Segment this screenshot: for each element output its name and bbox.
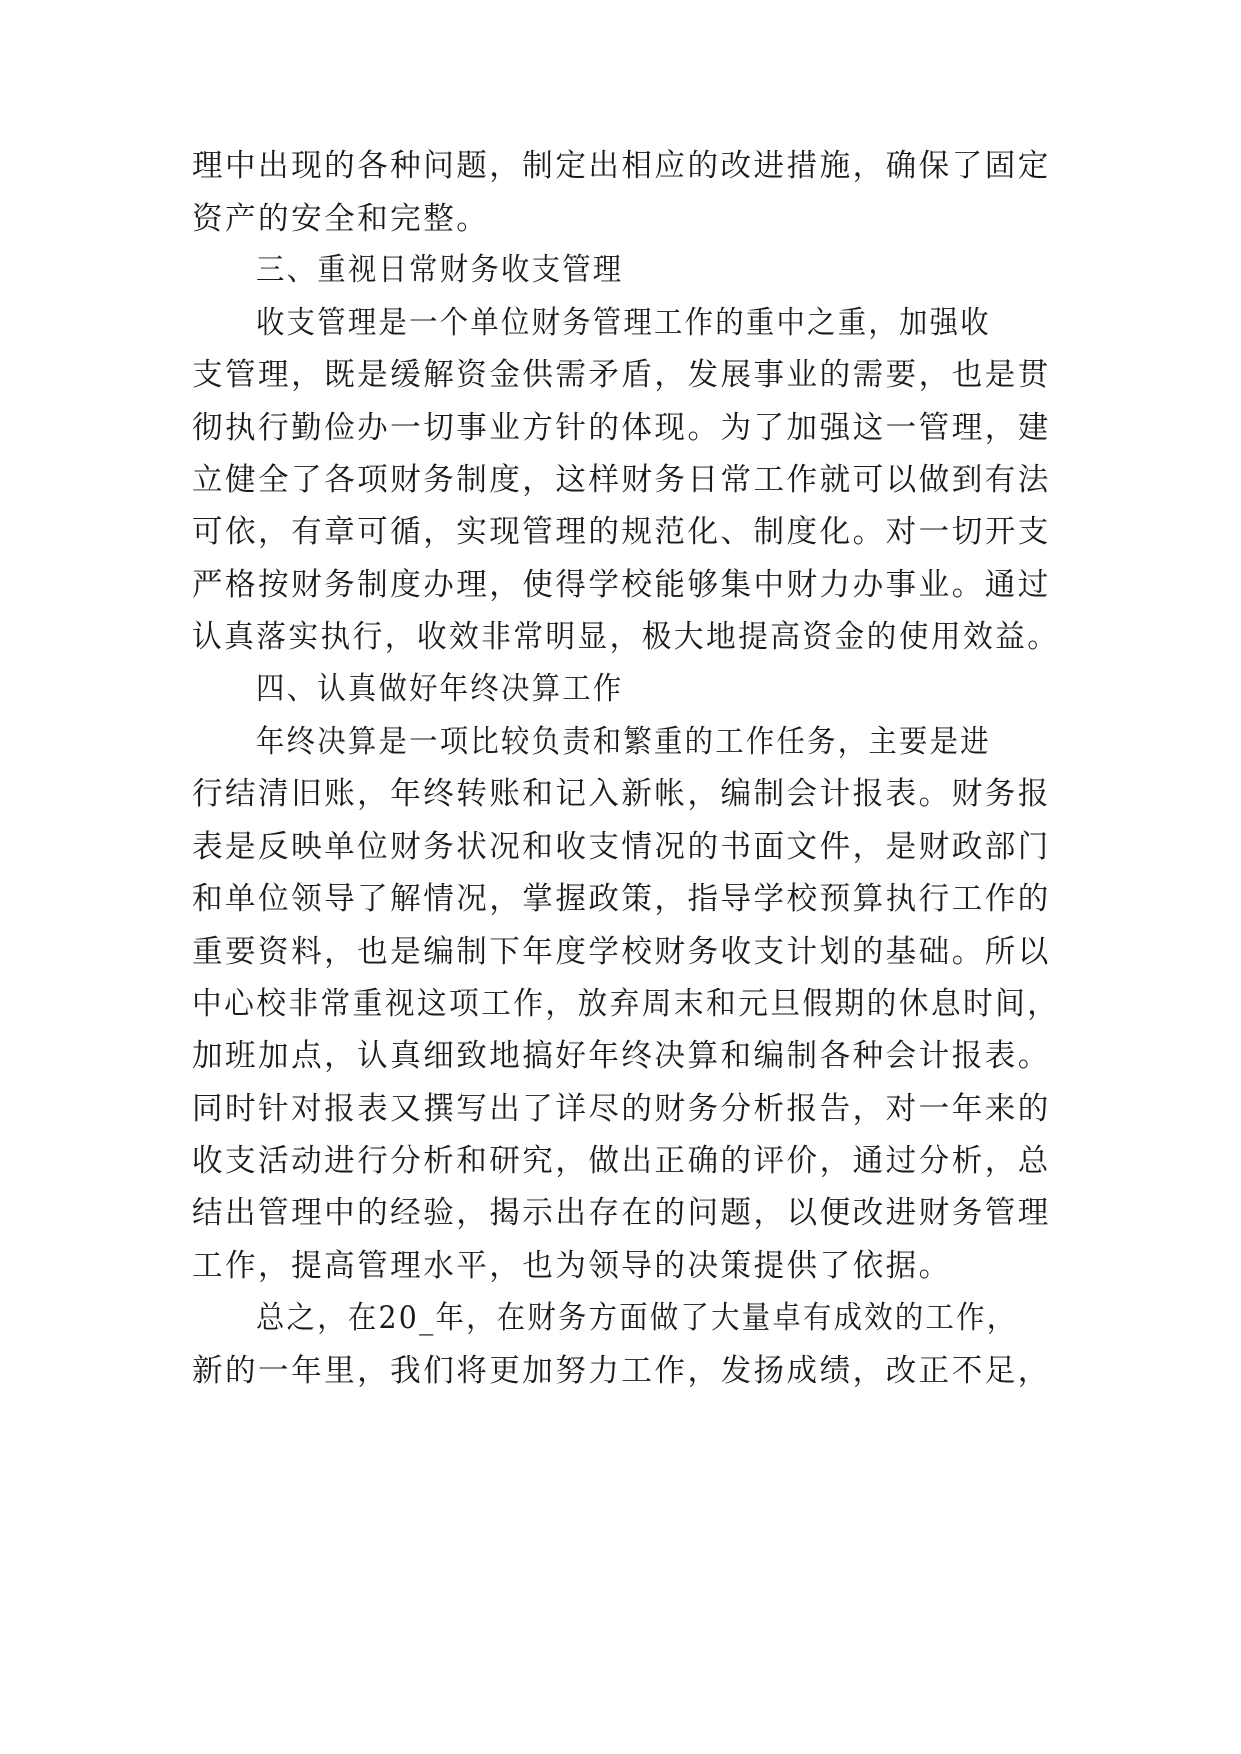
text-line: 重要资料，也是编制下年度学校财务收支计划的基础。所以 bbox=[192, 934, 1051, 970]
text-line: 资产的安全和完整。 bbox=[192, 201, 490, 237]
text-line: 新的一年里，我们将更加努力工作，发扬成绩，改正不足， bbox=[192, 1353, 1051, 1389]
section-heading: 三、重视日常财务收支管理 bbox=[256, 252, 624, 288]
text-line: 立健全了各项财务制度，这样财务日常工作就可以做到有法 bbox=[192, 462, 1051, 498]
section-heading: 四、认真做好年终决算工作 bbox=[256, 671, 624, 707]
text-line: 严格按财务制度办理，使得学校能够集中财力办事业。通过 bbox=[192, 567, 1051, 603]
text-line: 结出管理中的经验，揭示出存在的问题，以便改进财务管理 bbox=[192, 1195, 1051, 1231]
text-line: 同时针对报表又撰写出了详尽的财务分析报告，对一年来的 bbox=[192, 1091, 1051, 1127]
text-line: 收支活动进行分析和研究，做出正确的评价，通过分析，总 bbox=[192, 1143, 1051, 1179]
text-line: 收支管理是一个单位财务管理工作的重中之重，加强收 bbox=[256, 305, 991, 341]
text-line: 支管理，既是缓解资金供需矛盾，发展事业的需要，也是贯 bbox=[192, 357, 1051, 393]
text-line: 彻执行勤俭办一切事业方针的体现。为了加强这一管理，建 bbox=[192, 410, 1051, 446]
text-line: 认真落实执行，收效非常明显，极大地提高资金的使用效益。 bbox=[192, 619, 1060, 655]
text-line: 总之，在20_年，在财务方面做了大量卓有成效的工作， bbox=[256, 1300, 1018, 1336]
text-line: 理中出现的各种问题，制定出相应的改进措施，确保了固定 bbox=[192, 148, 1051, 184]
text-line: 加班加点，认真细致地搞好年终决算和编制各种会计报表。 bbox=[192, 1038, 1051, 1074]
text-line: 表是反映单位财务状况和收支情况的书面文件，是财政部门 bbox=[192, 829, 1051, 865]
text-line: 工作，提高管理水平，也为领导的决策提供了依据。 bbox=[192, 1248, 952, 1284]
text-line: 中心校非常重视这项工作，放弃周末和元旦假期的休息时间， bbox=[192, 986, 1060, 1022]
text-line: 行结清旧账，年终转账和记入新帐，编制会计报表。财务报 bbox=[192, 776, 1051, 812]
text-line: 和单位领导了解情况，掌握政策，指导学校预算执行工作的 bbox=[192, 881, 1051, 917]
text-line: 可依，有章可循，实现管理的规范化、制度化。对一切开支 bbox=[192, 514, 1051, 550]
text-line: 年终决算是一项比较负责和繁重的工作任务，主要是进 bbox=[256, 724, 991, 760]
